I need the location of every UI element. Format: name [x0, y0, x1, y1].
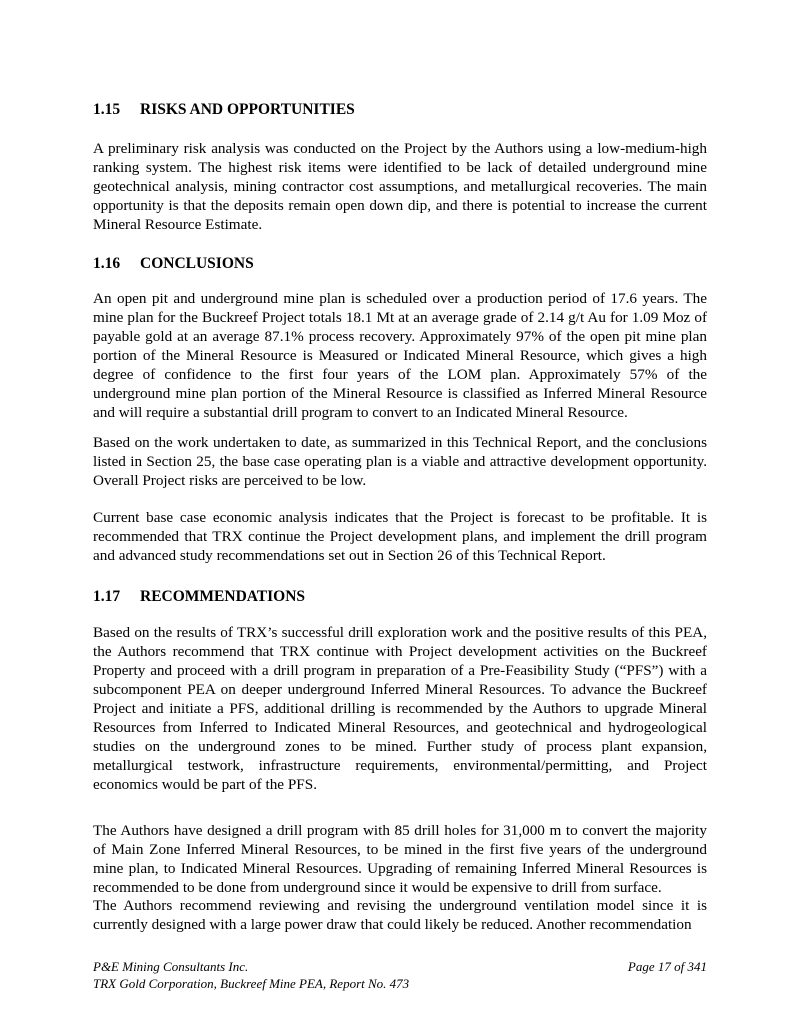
section-title: RISKS AND OPPORTUNITIES — [140, 101, 355, 118]
page-footer — [93, 958, 707, 992]
footer-report: TRX Gold Corporation, Buckreef Mine PEA, Report No. 473 — [93, 976, 410, 991]
section-number: 1.16 — [93, 255, 121, 272]
paragraph: Current base case economic analysis indicates that the Project is forecast to be profitable. It is recommended that TRX continue the Project development plans, and implement the drill program and advanced study recommendations set out in Section 26 of this Technical Report. — [93, 509, 707, 564]
paragraph: Based on the results of TRX’s successful drill exploration work and the positive results of this PEA, the Authors recommend that TRX continue with Project development activities on the Buckreef Property and proceed with a drill program in preparation of a Pre-Feasibility Study (“PFS”) with a subcomponent PEA on deeper underground Inferred Mineral Resources. To advance the Buckreef Project and initiate a PFS, additional drilling is recommended by the Authors to upgrade Mineral Resources from Inferred to Indicated Mineral Resources, and geotechnical and hydrogeological studies on the underground zones to be mined. Further study of process plant expansion, metallurgical testwork, infrastructure requirements, environmental/permitting, and Project economics would be part of the PFS. — [93, 624, 707, 793]
paragraph: An open pit and underground mine plan is scheduled over a production period of 17.6 years. The mine plan for the Buckreef Project totals 18.1 Mt at an average grade of 2.14 g/t Au for 1.09 Moz of payable gold at an average 87.1% process recovery. Approximately 97% of the open pit mine plan portion of the Mineral Resource is Measured or Indicated Mineral Resource, which gives a high degree of confidence to the first four years of the LOM plan. Approximately 57% of the underground mine plan portion of the Mineral Resource is classified as Inferred Mineral Resource and will require a substantial drill program to convert to an Indicated Mineral Resource. — [93, 290, 707, 421]
paragraph: The Authors recommend reviewing and revising the underground ventilation model since it is currently designed with a large power draw that could likely be reduced. Another recommendation — [93, 897, 707, 933]
section-heading-risks — [93, 100, 707, 119]
paragraph: Based on the work undertaken to date, as summarized in this Technical Report, and the conclusions listed in Section 25, the base case operating plan is a viable and attractive development opportunity. Overall Project risks are perceived to be low. — [93, 434, 707, 489]
paragraph: The Authors have designed a drill program with 85 drill holes for 31,000 m to convert the majority of Main Zone Inferred Mineral Resources, to be mined in the first five years of the underground mine plan, to Indicated Mineral Resources. Upgrading of remaining Inferred Mineral Resources is recommended to be done from underground since it would be expensive to drill from surface. — [93, 822, 707, 896]
section-number: 1.15 — [93, 101, 121, 118]
section-heading-recommendations — [93, 587, 707, 606]
footer-page-number: Page 17 of 341 — [627, 959, 707, 974]
section-heading-conclusions — [93, 254, 707, 273]
section-number: 1.17 — [93, 588, 121, 605]
section-title: RECOMMENDATIONS — [140, 588, 306, 605]
footer-company: P&E Mining Consultants Inc. — [93, 959, 249, 974]
section-title: CONCLUSIONS — [140, 255, 254, 272]
paragraph: A preliminary risk analysis was conducted on the Project by the Authors using a low-medium-high ranking system. The highest risk items were identified to be lack of detailed underground mine geotechnical analysis, mining contractor cost assumptions, and metallurgical recoveries. The main opportunity is that the deposits remain open down dip, and there is potential to increase the current Mineral Resource Estimate. — [93, 140, 707, 233]
